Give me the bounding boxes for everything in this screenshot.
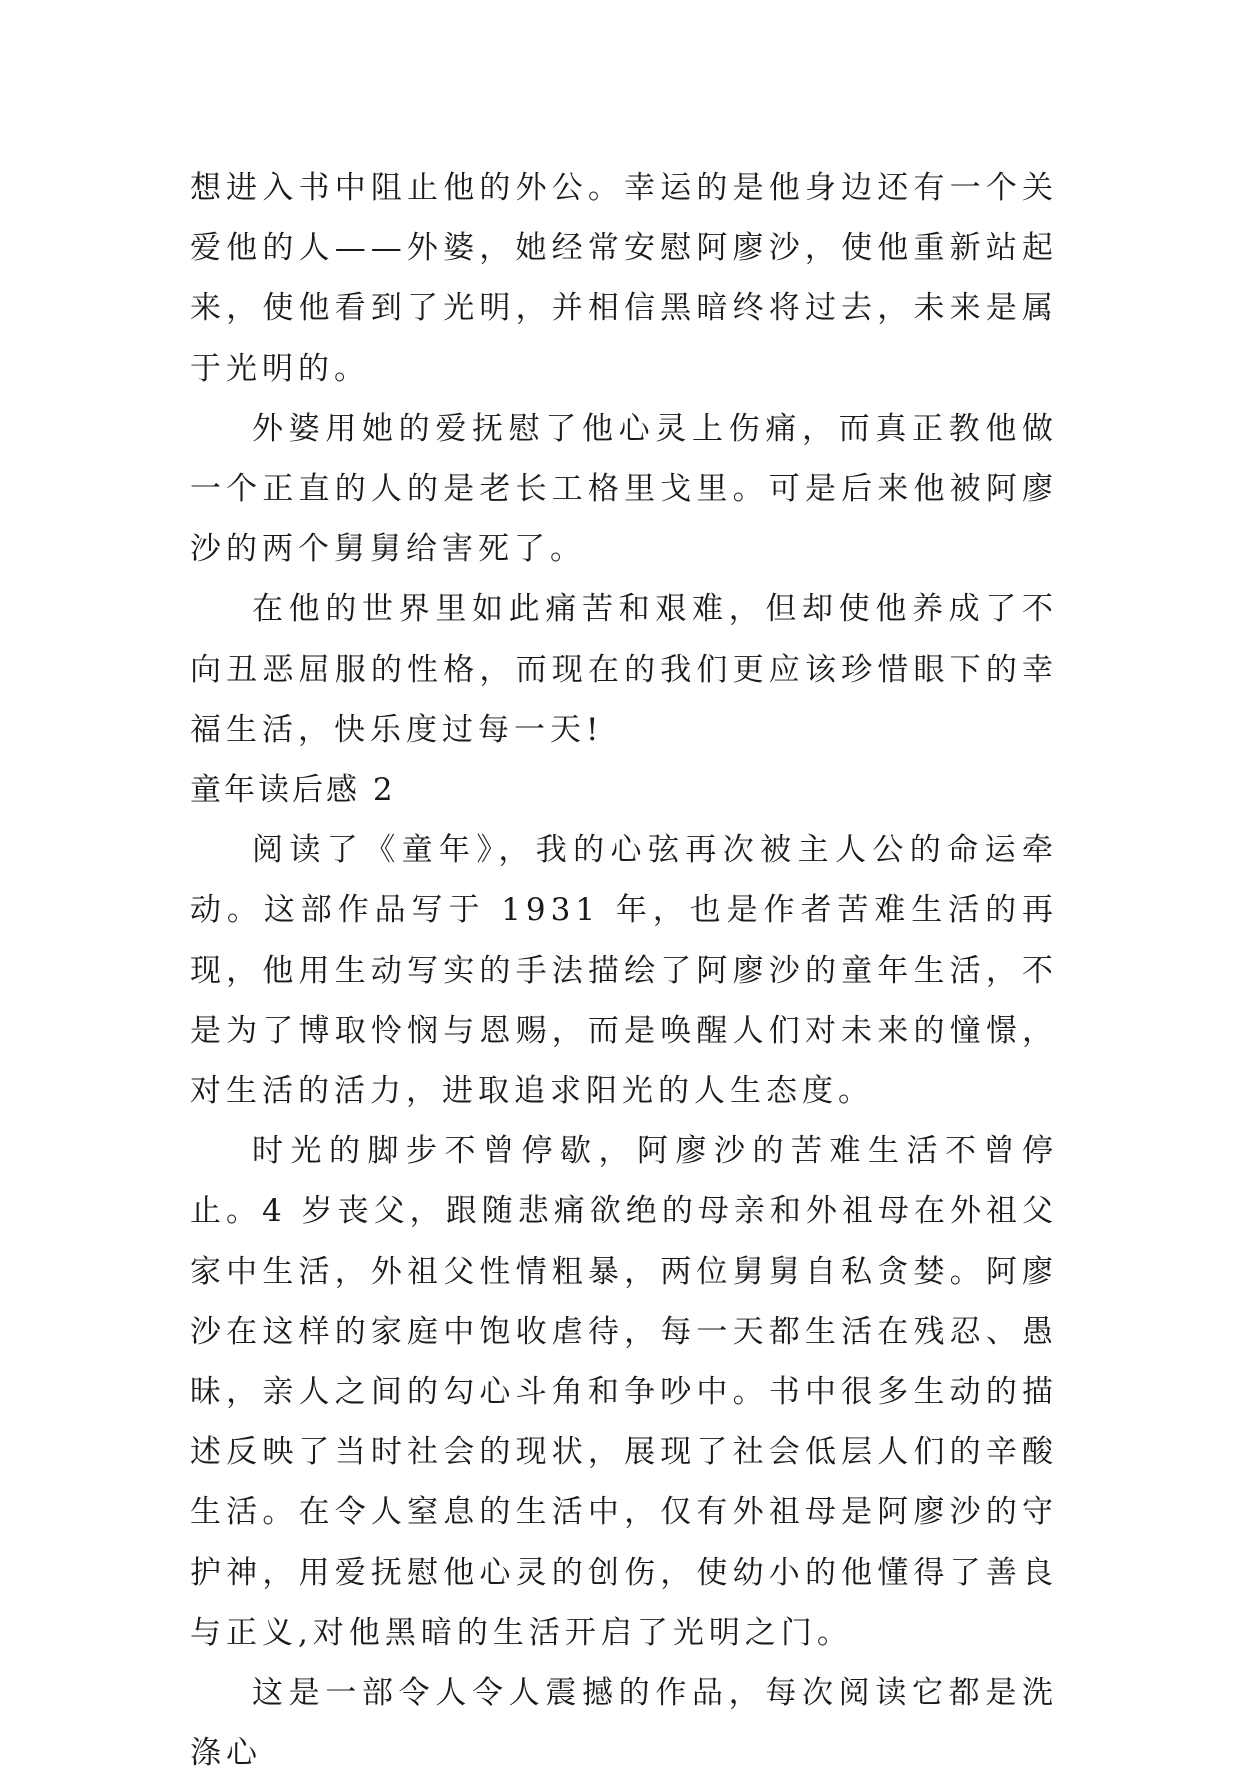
paragraph: 时光的脚步不曾停歇，阿廖沙的苦难生活不曾停止。4 岁丧父，跟随悲痛欲绝的母亲和外祖母在外祖父家中生活，外祖父性情粗暴，两位舅舅自私贪婪。阿廖沙在这样的家庭中饱收虐待，每一天都生活在残忍、愚昧，亲人之间的勾心斗角和争吵中。书中很多生动的描述反映了当时社会的现状，展现了社会低层人们的辛酸生活。在令人窒息的生活中，仅有外祖母是阿廖沙的守护神，用爱抚慰他心灵的创伤，使幼小的他懂得了善良与正义,对他黑暗的生活开启了光明之门。	[190, 1133, 1058, 1651]
document-body	[190, 158, 1058, 1783]
section-heading: 童年读后感 2	[190, 772, 396, 809]
paragraph: 阅读了《童年》，我的心弦再次被主人公的命运牵动。这部作品写于 1931 年，也是作者苦难生活的再现，他用生动写实的手法描绘了阿廖沙的童年生活，不是为了博取怜悯与恩赐，而是唤醒人们对未来的憧憬，对生活的活力，进取追求阳光的人生态度。	[190, 832, 1058, 1110]
paragraph: 外婆用她的爱抚慰了他心灵上伤痛，而真正教他做一个正直的人的是老长工格里戈里。可是后来他被阿廖沙的两个舅舅给害死了。	[190, 410, 1058, 568]
paragraph-continuation: 想进入书中阻止他的外公。幸运的是他身边还有一个关爱他的人——外婆，她经常安慰阿廖沙，使他重新站起来，使他看到了光明，并相信黑暗终将过去，未来是属于光明的。	[190, 170, 1058, 387]
paragraph: 在他的世界里如此痛苦和艰难，但却使他养成了不向丑恶屈服的性格，而现在的我们更应该珍惜眼下的幸福生活，快乐度过每一天!	[190, 591, 1058, 748]
paragraph: 这是一部令人令人震撼的作品，每次阅读它都是洗涤心	[190, 1675, 1058, 1772]
